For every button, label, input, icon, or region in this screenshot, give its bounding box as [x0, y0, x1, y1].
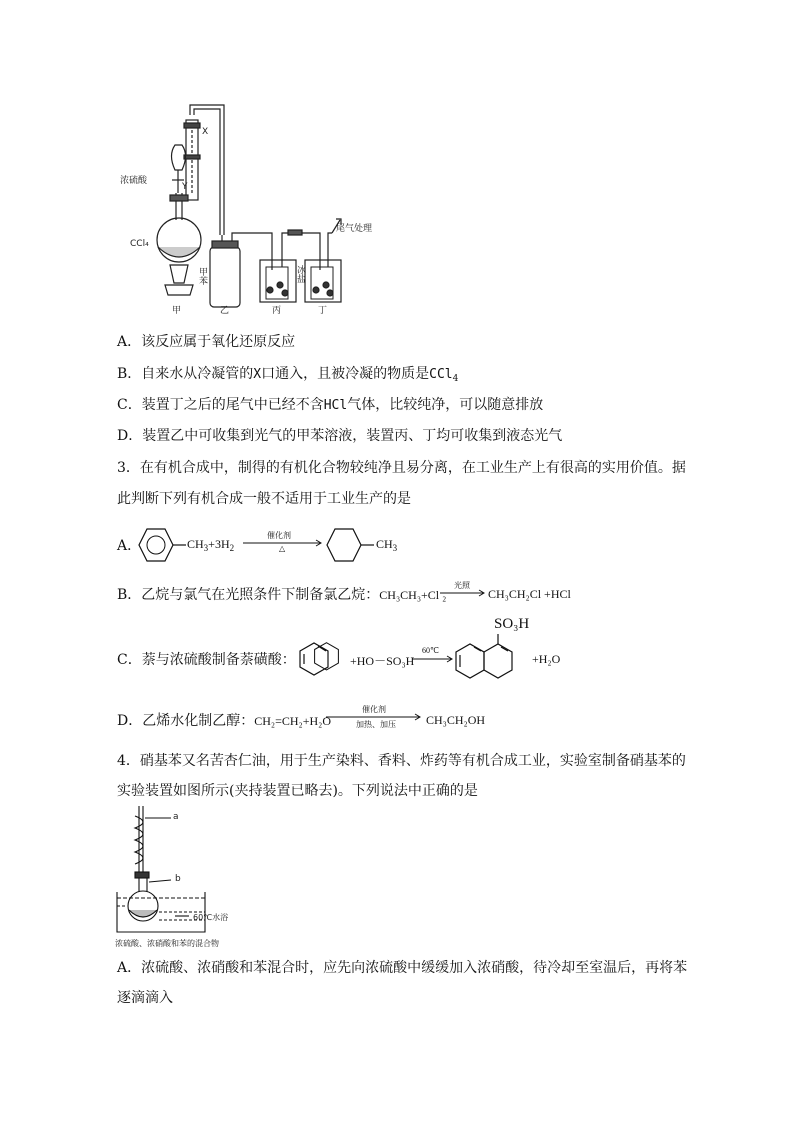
q3-c-condition: 60℃	[422, 646, 439, 655]
q3-stem-line1: 3．在有机合成中，制得的有机化合物较纯净且易分离，在工业生产上有很高的实用价值。据	[117, 460, 686, 476]
label-ice-salt: 冰盐	[295, 265, 305, 283]
q3-b-arrow	[440, 582, 486, 602]
apparatus-2-drawing	[115, 806, 265, 951]
q2-option-c-hcl: HCl	[323, 398, 348, 413]
q4-option-a-line2: 逐滴滴入	[117, 990, 173, 1006]
q2-option-c-pre: C．装置丁之后的尾气中已经不含	[117, 397, 324, 413]
q3-d-eq-right: CH₃CH₂OH	[426, 713, 486, 727]
q3-c-so3h: SO₃H	[494, 616, 530, 632]
q4-stem-line2: 实验装置如图所示(夹持装置已略去)。下列说法中正确的是	[117, 783, 478, 799]
q3-a-prod-ch: CH	[376, 537, 393, 551]
q3-a-ch3: CH	[187, 537, 204, 551]
q3-a-ch3-sub: 3	[203, 543, 209, 553]
q2-option-b-sub: 4	[452, 374, 459, 384]
q4-stem-line1: 4．硝基苯又名苦杏仁油，用于生产染料、香料、炸药等有机合成工业，实验室制备硝基苯的	[117, 753, 686, 769]
q3-a-reactants	[187, 537, 234, 553]
q3-b-eq-left: CH₃CH₃+Cl ₂	[379, 588, 447, 602]
naphthalene-reactant	[292, 634, 350, 684]
q2-option-c	[117, 395, 543, 416]
q3-a-catalyst: 催化剂	[267, 531, 291, 540]
label-jia: 甲	[172, 306, 182, 316]
q3-b-condition: 光照	[454, 581, 470, 590]
q3-option-b	[117, 585, 446, 605]
q2-option-b	[117, 364, 458, 389]
q2-option-b-x: X	[253, 367, 262, 382]
apparatus-figure-2	[115, 806, 265, 951]
q3-a-condition: △	[279, 544, 286, 553]
q4-option-a-line1: A．浓硫酸、浓硝酸和苯混合时，应先向浓硫酸中缓缓加入浓硝酸，待冷却至室温后，再将苯	[117, 960, 688, 976]
naphthalene-sulfonic-acid	[452, 632, 524, 692]
q3-option-a-label: A．	[117, 538, 142, 554]
q2-option-b-mid: 口通入，且被冷凝的物质是	[261, 366, 430, 382]
q3-d-arrow	[326, 704, 422, 732]
label-bing: 丙	[272, 306, 282, 316]
label-water-bath: 60℃水浴	[193, 913, 229, 922]
label-acid: 浓硫酸	[120, 176, 148, 186]
q2-option-c-post: 气体，比较纯净，可以随意排放	[347, 397, 544, 413]
apparatus-1-drawing	[120, 95, 420, 320]
label-b: b	[175, 874, 181, 884]
q3-b-eq-right: CH₃CH₂Cl +HCl	[488, 587, 571, 601]
q2-option-b-pre: B．自来水从冷凝管的	[117, 366, 254, 382]
label-ding: 丁	[318, 306, 328, 316]
q3-d-catalyst: 催化剂	[362, 705, 386, 714]
q3-d-eq-left: CH₂=CH₂+H₂O	[254, 714, 331, 728]
cyclohexane-ring	[326, 528, 362, 562]
label-exhaust: 尾气处理	[336, 224, 373, 234]
label-toluene: 甲苯	[197, 267, 207, 285]
q3-d-condition: 加热、加压	[356, 720, 396, 729]
q3-a-h-sub: 2	[229, 543, 235, 553]
apparatus-figure-1	[120, 95, 420, 320]
q3-d-text: D．乙烯水化制乙醇：	[117, 713, 255, 729]
label-ccl4: CCl₄	[130, 239, 149, 249]
benzene-ring	[138, 528, 174, 562]
q3-c-arrow	[412, 648, 454, 668]
label-a: a	[173, 812, 179, 822]
q3-a-product	[376, 537, 397, 553]
q3-option-c: C．萘与浓硫酸制备萘磺酸：	[117, 652, 296, 668]
label-y: Y	[182, 182, 188, 192]
q3-a-plus-h: +3H	[208, 537, 230, 551]
q2-option-d: D．装置乙中可收集到光气的甲苯溶液，装置丙、丁均可收集到液态光气	[117, 428, 563, 444]
q3-a-prod-sub: 3	[392, 543, 398, 553]
q3-c-reagent: +HO－SO₃H	[350, 654, 415, 668]
q3-stem-line2: 此判断下列有机合成一般不适用于工业生产的是	[117, 491, 411, 507]
label-mixture: 浓硫酸、浓硝酸和苯的混合物	[115, 939, 219, 948]
q2-option-a: A．该反应属于氧化还原反应	[117, 334, 296, 350]
q2-option-b-ccl: CCl	[429, 367, 453, 382]
q3-b-text: B．乙烷与氯气在光照条件下制备氯乙烷：	[117, 587, 380, 603]
q3-c-water: +H₂O	[532, 652, 561, 666]
label-x: X	[202, 127, 209, 137]
label-yi: 乙	[220, 306, 230, 316]
q3-option-d	[117, 711, 331, 731]
q3-a-arrow	[243, 530, 323, 554]
